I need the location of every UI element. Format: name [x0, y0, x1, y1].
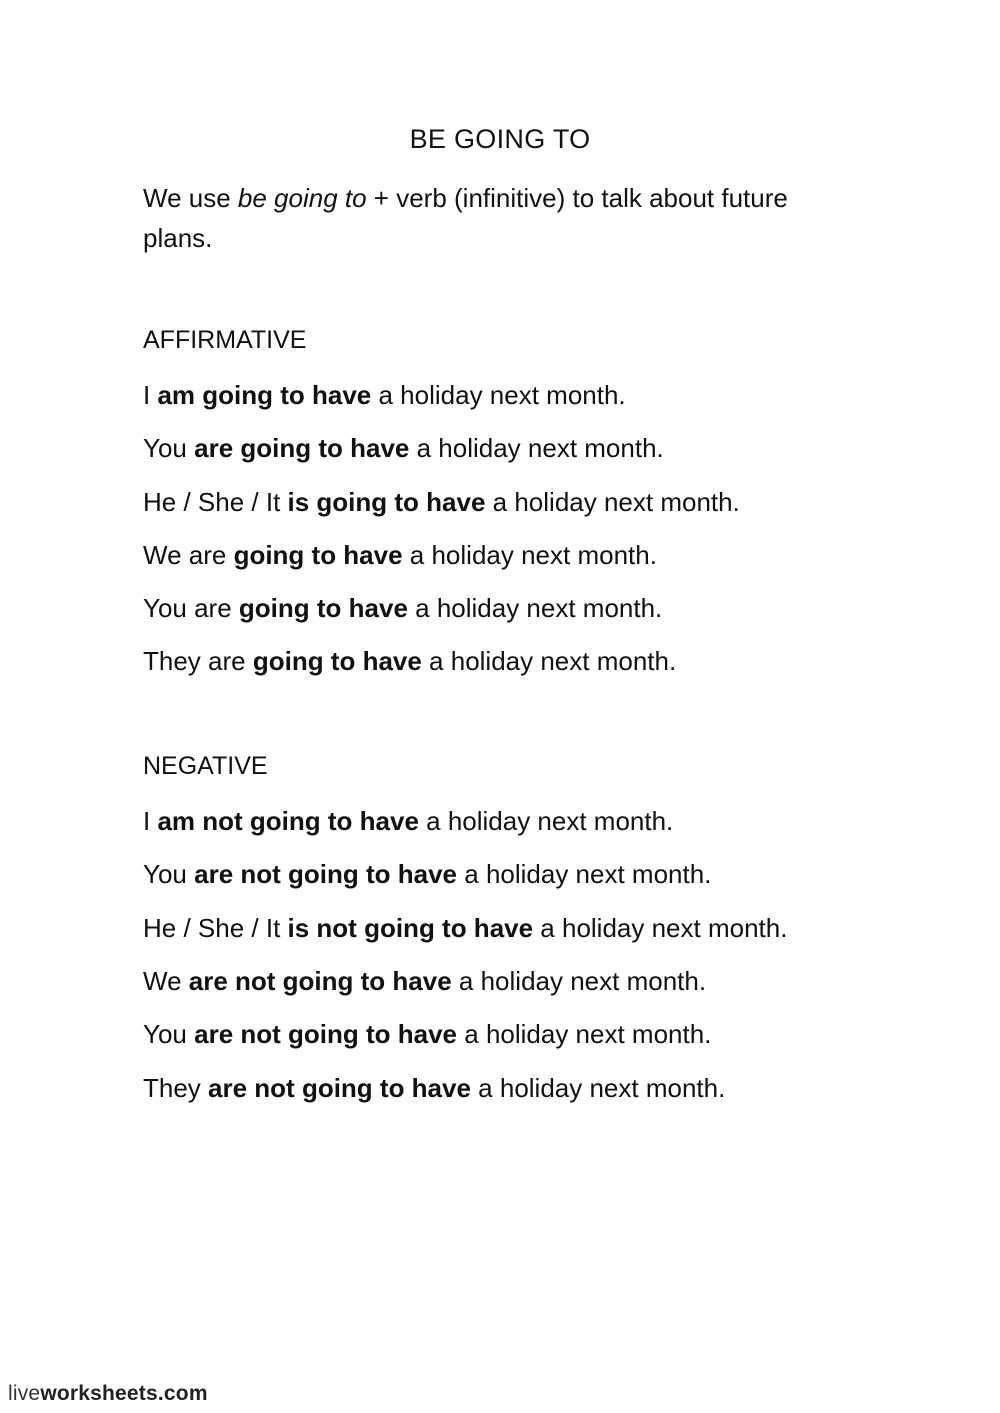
sentence-object: a holiday next month. [407, 593, 663, 623]
sentence-object: a holiday next month. [470, 1073, 726, 1103]
logo-bold-text: worksheets [40, 1382, 158, 1405]
negative-sentence [143, 913, 787, 944]
liveworksheets-logo [8, 1382, 208, 1406]
affirmative-sentence [143, 540, 657, 571]
sentence-subject: I [143, 806, 158, 836]
sentence-subject: I [143, 380, 158, 410]
sentence-object: a holiday next month. [533, 913, 788, 943]
sentence-object: a holiday next month. [485, 487, 740, 517]
affirmative-sentence [143, 646, 676, 677]
sentence-verb: am going to have [157, 380, 372, 410]
negative-heading: NEGATIVE [143, 752, 268, 780]
sentence-verb: are not going to have [188, 966, 452, 996]
sentence-subject: We are [143, 540, 234, 570]
sentence-object: a holiday next month. [421, 646, 677, 676]
sentence-subject: We [143, 966, 189, 996]
sentence-verb: are not going to have [194, 859, 458, 889]
sentence-subject: He / She / It [143, 913, 288, 943]
negative-sentence [143, 1019, 711, 1050]
page-title: BE GOING TO [409, 124, 591, 154]
sentence-subject: You [143, 1019, 195, 1049]
sentence-verb: are not going to have [194, 1019, 458, 1049]
sentence-verb: is not going to have [287, 913, 534, 943]
affirmative-heading: AFFIRMATIVE [143, 326, 307, 354]
logo-suffix-text: .com [157, 1382, 208, 1405]
sentence-verb: am not going to have [157, 806, 419, 836]
sentence-object: a holiday next month. [371, 380, 626, 410]
affirmative-sentence [143, 487, 740, 518]
sentence-subject: They [143, 1073, 209, 1103]
negative-sentence [143, 966, 706, 997]
sentence-object: a holiday next month. [457, 859, 712, 889]
sentence-subject: You are [143, 593, 239, 623]
intro-text-after: + verb (infinitive) to talk about future plans. [143, 183, 788, 253]
negative-sentence [143, 859, 711, 890]
intro-text-italic: be going to [237, 183, 367, 213]
intro-text-before: We use [143, 183, 238, 213]
sentence-verb: going to have [238, 593, 408, 623]
negative-sentence [143, 1073, 725, 1104]
sentence-subject: He / She / It [143, 487, 288, 517]
sentence-verb: are not going to have [208, 1073, 471, 1103]
logo-light-text: live [8, 1382, 41, 1405]
sentence-object: a holiday next month. [457, 1019, 712, 1049]
sentence-verb: is going to have [287, 487, 486, 517]
sentence-subject: You [143, 859, 195, 889]
sentence-object: a holiday next month. [402, 540, 657, 570]
negative-sentence [143, 806, 673, 837]
intro-paragraph [143, 178, 863, 258]
sentence-object: a holiday next month. [451, 966, 707, 996]
sentence-subject: You [143, 433, 195, 463]
sentence-verb: going to have [252, 646, 422, 676]
sentence-object: a holiday next month. [409, 433, 664, 463]
affirmative-sentence [143, 593, 662, 624]
sentence-subject: They are [143, 646, 253, 676]
sentence-object: a holiday next month. [418, 806, 674, 836]
sentence-verb: are going to have [194, 433, 410, 463]
sentence-verb: going to have [233, 540, 403, 570]
affirmative-sentence [143, 433, 664, 464]
affirmative-sentence [143, 380, 626, 411]
